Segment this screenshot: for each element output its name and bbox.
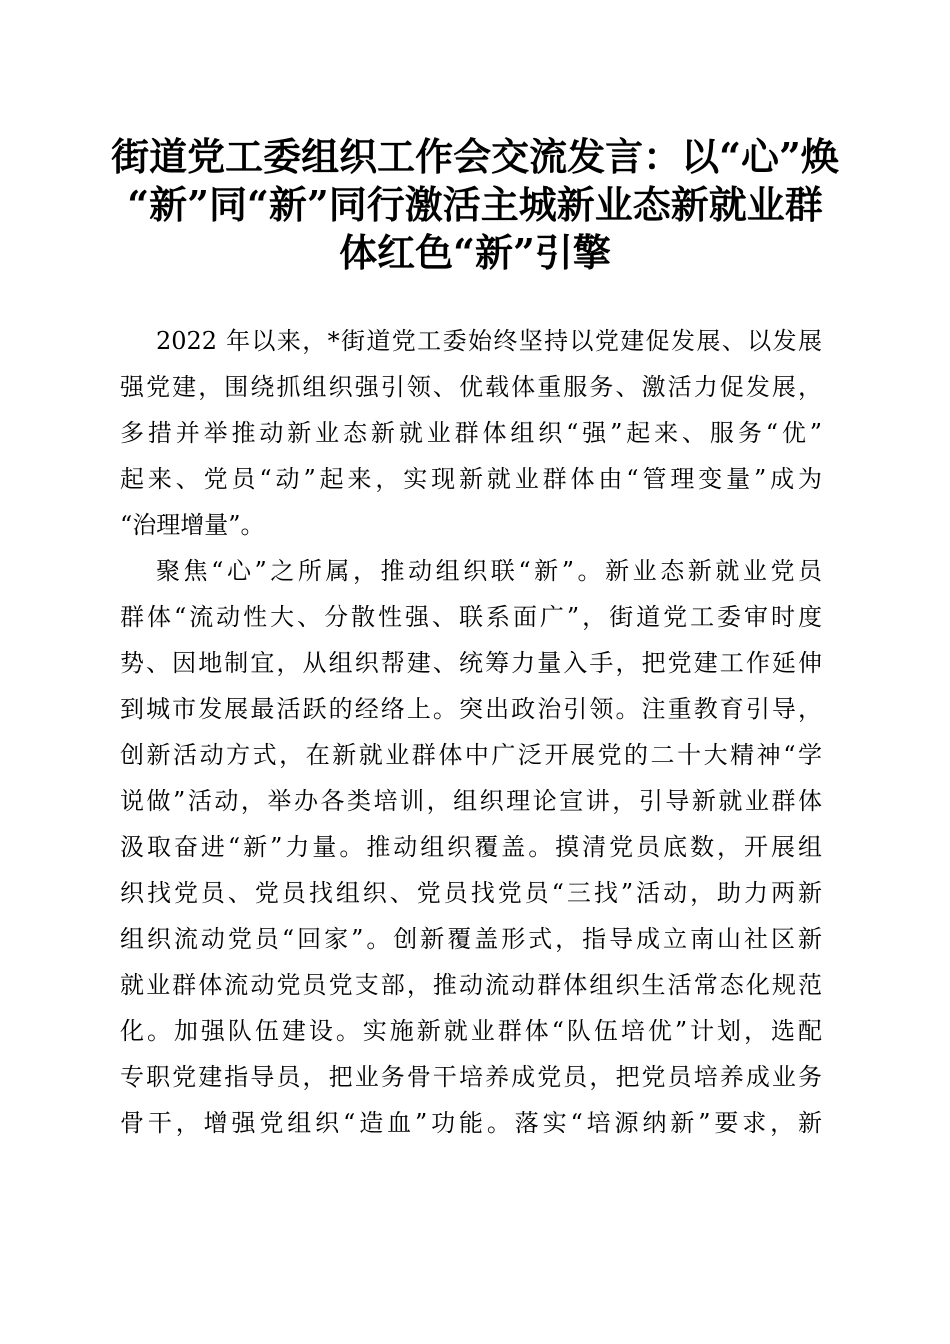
text-line: 势、因地制宜，从组织帮建、统筹力量入手，把党建工作延伸 (120, 649, 822, 677)
title-line: 街道党工委组织工作会交流发言：以“心”焕 (111, 134, 839, 179)
title-line: “新”同“新”同行激活主城新业态新就业群 (127, 182, 823, 227)
text-line: 强党建，围绕抓组织强引领、优载体重服务、激活力促发展， (120, 373, 822, 401)
text-line: 到城市发展最活跃的经络上。突出政治引领。注重教育引导， (120, 695, 822, 723)
text-line: 组织流动党员“回家”。创新覆盖形式，指导成立南山社区新 (120, 925, 822, 953)
text-line: 化。加强队伍建设。实施新就业群体“队伍培优”计划，选配 (120, 1017, 822, 1045)
document-body (120, 318, 822, 1146)
text-line: 创新活动方式，在新就业群体中广泛开展党的二十大精神“学 (120, 741, 822, 769)
text-line: 聚焦“心”之所属，推动组织联“新”。新业态新就业党员 (156, 557, 822, 585)
text-line: 织找党员、党员找组织、党员找党员“三找”活动，助力两新 (120, 879, 822, 907)
title-line: 体红色“新”引擎 (339, 230, 611, 275)
text-line: “治理增量”。 (120, 511, 265, 539)
text-line: 说做”活动，举办各类培训，组织理论宣讲，引导新就业群体 (120, 787, 822, 815)
paragraph-organization (120, 548, 822, 1146)
text-line: 多措并举推动新业态新就业群体组织“强”起来、服务“优” (120, 419, 822, 447)
text-line: 就业群体流动党员党支部，推动流动群体组织生活常态化规范 (120, 971, 822, 999)
text-line: 2022 年以来，*街道党工委始终坚持以党建促发展、以发展 (156, 327, 822, 355)
text-line: 汲取奋进“新”力量。推动组织覆盖。摸清党员底数，开展组 (120, 833, 822, 861)
text-line: 群体“流动性大、分散性强、联系面广”，街道党工委审时度 (120, 603, 822, 631)
document-title (110, 133, 840, 277)
text-line: 专职党建指导员，把业务骨干培养成党员，把党员培养成业务 (120, 1063, 822, 1091)
text-line: 起来、党员“动”起来，实现新就业群体由“管理变量”成为 (120, 465, 822, 493)
text-line: 骨干，增强党组织“造血”功能。落实“培源纳新”要求，新 (120, 1109, 822, 1137)
paragraph-intro (120, 318, 822, 548)
